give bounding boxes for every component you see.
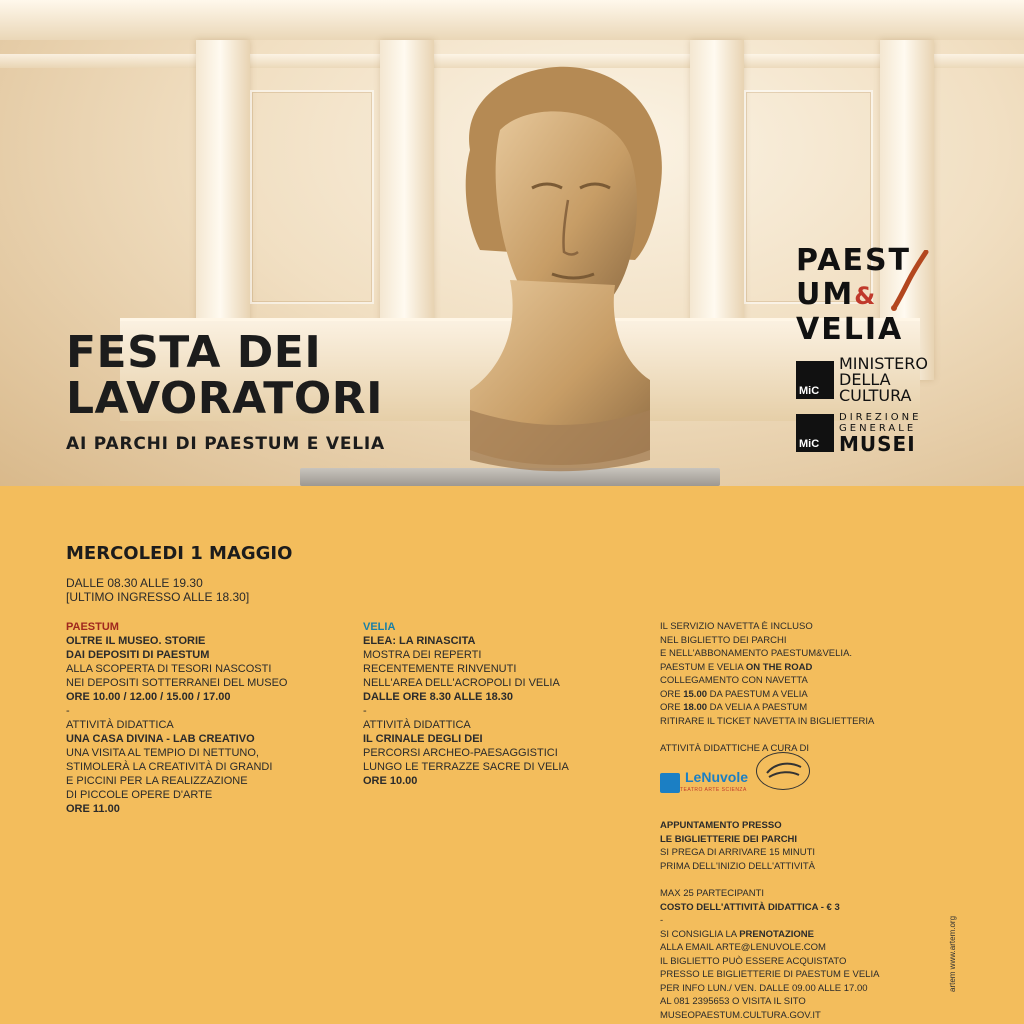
event-desc: LUNGO LE TERRAZZE SACRE DI VELIA [363, 761, 569, 773]
page-subtitle: AI PARCHI DI PAESTUM E VELIA [66, 434, 386, 454]
info-text: ORE [660, 702, 684, 713]
location-label: VELIA [363, 621, 396, 633]
info-text: SI CONSIGLIA LA [660, 928, 740, 940]
info-text: RITIRARE IL TICKET NAVETTA IN BIGLIETTERIA [660, 715, 875, 727]
event-desc: NELL'AREA DELL'ACROPOLI DI VELIA [363, 677, 560, 689]
logo-text: GENERALE [839, 423, 917, 434]
ministero-cultura-logo [796, 356, 928, 404]
event-time: ORE 10.00 / 12.00 / 15.00 / 17.00 [66, 691, 231, 703]
event-desc: ALLA SCOPERTA DI TESORI NASCOSTI [66, 663, 272, 675]
info-text: MUSEOPAESTUM.CULTURA.GOV.IT [660, 1009, 821, 1021]
event-desc: UNA VISITA AL TEMPIO DI NETTUNO, [66, 747, 259, 759]
info-text: SI PREGA DI ARRIVARE 15 MINUTI [660, 847, 816, 858]
info-text [660, 701, 930, 715]
info-text [660, 661, 930, 675]
info-text: PRIMA DELL'INIZIO DELL'ATTIVITÀ [660, 860, 815, 872]
info-text: ATTIVITÀ DIDATTICHE A CURA DI [660, 743, 810, 754]
info-text: MAX 25 PARTECIPANTI [660, 888, 764, 899]
wall-panel [250, 90, 374, 304]
diver-icon [888, 250, 932, 312]
info-text: PRESSO LE BIGLIETTERIE DI PAESTUM E VELIA [660, 969, 880, 980]
logo-text: TEATRO ARTE SCIENZA [680, 786, 747, 793]
event-desc: E PICCINI PER LA REALIZZAZIONE [66, 775, 248, 787]
event-time: ORE 10.00 [363, 775, 418, 787]
event-kind: ATTIVITÀ DIDATTICA [363, 719, 471, 731]
info-text: ORE [660, 688, 684, 700]
ceiling-cornice [0, 0, 1024, 40]
logo-amp: & [854, 282, 878, 310]
info-text: AL 081 2395653 O VISITA IL SITO [660, 996, 806, 1007]
event-title: OLTRE IL MUSEO. STORIE [66, 635, 206, 647]
mic-emblem-icon [796, 361, 834, 399]
logo-text: CULTURA [839, 386, 912, 405]
info-text: IL BIGLIETTO PUÒ ESSERE ACQUISTATO [660, 955, 847, 967]
info-text [660, 928, 930, 942]
event-kind: ATTIVITÀ DIDATTICA [66, 719, 174, 731]
title-line: FESTA DEI [66, 327, 322, 378]
separator: - [363, 705, 367, 717]
info-text [660, 688, 930, 702]
event-time: DALLE ORE 8.30 ALLE 18.30 [363, 691, 513, 703]
info-text: COLLEGAMENTO CON NAVETTA [660, 675, 808, 686]
info-text-bold: PRENOTAZIONE [739, 928, 814, 940]
event-desc: RECENTEMENTE RINVENUTI [363, 663, 517, 675]
velia-column [363, 620, 623, 788]
event-desc: STIMOLERÀ LA CREATIVITÀ DI GRANDI [66, 761, 273, 773]
event-desc: DI PICCOLE OPERE D'ARTE [66, 789, 213, 801]
info-column [660, 620, 930, 1022]
hours-text: DALLE 08.30 ALLE 19.30 [66, 576, 203, 590]
ministero-text [839, 356, 928, 404]
logo-text: MUSEI [839, 432, 916, 456]
separator: - [66, 705, 70, 717]
separator: - [660, 915, 664, 926]
info-text: PAESTUM E VELIA [660, 661, 746, 673]
event-desc: MOSTRA DEI REPERTI [363, 649, 482, 661]
designer-credit: artem www.artem.org [948, 915, 957, 992]
event-time: ORE 11.00 [66, 803, 120, 815]
date-heading: MERCOLEDI 1 MAGGIO [66, 543, 293, 564]
logo-text: UM [796, 277, 855, 312]
info-text-bold: ON THE ROAD [745, 661, 813, 673]
mic-label: MiC [799, 385, 820, 397]
event-title: IL CRINALE DEGLI DEI [363, 733, 483, 745]
direzione-text [834, 412, 921, 454]
mic-emblem-icon [796, 414, 834, 452]
info-text: ALLA EMAIL ARTE@LENUVOLE.COM [660, 942, 826, 953]
logo-text: LeNuvole [685, 768, 749, 785]
info-text: DA VELIA A PAESTUM [707, 702, 808, 713]
info-text-bold: 18.00 [683, 702, 708, 713]
logo-text: DIREZIONE [839, 412, 922, 423]
info-text-bold: COSTO DELL'ATTIVITÀ DIDATTICA - € 3 [660, 901, 840, 913]
info-text: E NELL'ABBONAMENTO PAESTUM&VELIA. [660, 648, 853, 659]
direzione-musei-logo [796, 412, 921, 454]
event-desc: PERCORSI ARCHEO-PAESAGGISTICI [363, 747, 558, 759]
info-text-bold: 15.00 [683, 688, 708, 700]
event-title: ELEA: LA RINASCITA [363, 635, 476, 647]
hero-image [0, 0, 1024, 486]
logo-text: DELLA [839, 370, 891, 389]
partner-oval-logo [756, 752, 810, 790]
location-label: PAESTUM [66, 621, 119, 633]
event-title: DAI DEPOSITI DI PAESTUM [66, 649, 210, 661]
logo-text: MINISTERO [839, 354, 928, 373]
paestum-column [66, 620, 326, 816]
statue-head-icon [440, 60, 670, 480]
logo-line: VELIA [796, 312, 904, 347]
page-title [66, 327, 383, 424]
info-text: PER INFO LUN./ VEN. DALLE 09.00 ALLE 17.00 [660, 982, 868, 994]
lenuvole-text [680, 770, 748, 798]
info-text-bold: APPUNTAMENTO PRESSO [660, 820, 782, 831]
cloud-icon [660, 773, 680, 793]
info-text: IL SERVIZIO NAVETTA È INCLUSO [660, 621, 813, 632]
paestum-velia-logo [796, 244, 936, 347]
logo-line: PAEST [796, 243, 912, 278]
event-title: UNA CASA DIVINA - LAB CREATIVO [66, 733, 255, 745]
info-text: NEL BIGLIETTO DEI PARCHI [660, 634, 787, 646]
mic-label: MiC [799, 438, 820, 450]
event-desc: NEI DEPOSITI SOTTERRANEI DEL MUSEO [66, 677, 288, 689]
info-text-bold: LE BIGLIETTERIE DEI PARCHI [660, 833, 798, 845]
info-text: DA PAESTUM A VELIA [707, 688, 808, 700]
opening-hours [66, 576, 249, 604]
hours-text: [ULTIMO INGRESSO ALLE 18.30] [66, 590, 250, 604]
title-line: LAVORATORI [66, 373, 383, 424]
